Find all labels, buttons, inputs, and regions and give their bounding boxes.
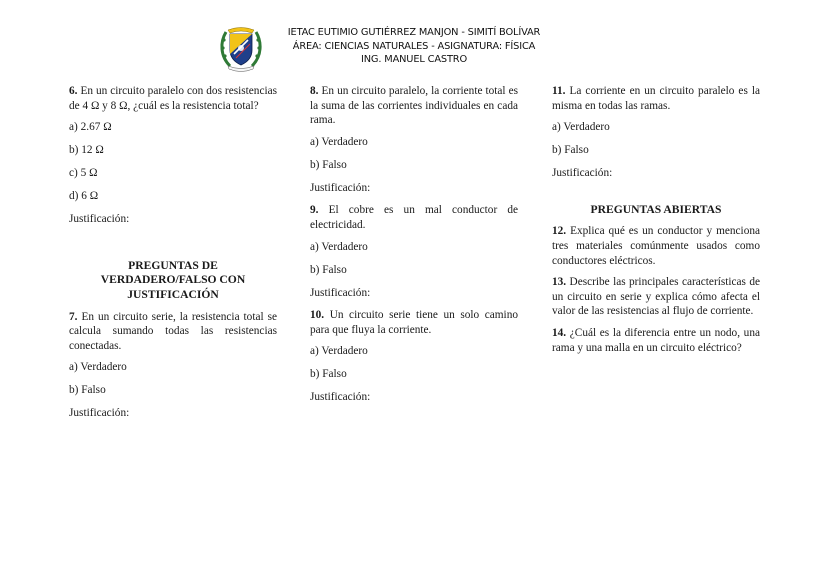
question-number: 14. <box>552 326 567 339</box>
section-title-open-questions: PREGUNTAS ABIERTAS <box>590 202 722 216</box>
question-12 <box>552 224 760 268</box>
section-title-line: PREGUNTAS DE <box>128 258 218 272</box>
header-text <box>280 26 548 67</box>
question-text: En un circuito paralelo, la corriente total es la suma de las corrientes individuales en cada rama. <box>310 85 518 127</box>
option-true: a) Verdadero <box>310 345 368 358</box>
option-false: b) Falso <box>310 263 347 276</box>
justification-label: Justificación: <box>69 213 130 226</box>
option-c: c) 5 Ω <box>69 167 98 180</box>
question-14 <box>552 326 760 355</box>
question-text: La corriente en un circuito paralelo es la misma en todas las ramas. <box>552 85 761 112</box>
question-13 <box>552 275 760 319</box>
option-b: b) 12 Ω <box>69 144 104 157</box>
column-2 <box>310 84 518 413</box>
section-title-true-false <box>69 259 277 303</box>
school-name: IETAC EUTIMIO GUTIÉRREZ MANJON - SIMITÍ BOLÍVAR <box>287 27 541 38</box>
question-text: El cobre es un mal conductor de electricidad. <box>310 204 518 231</box>
option-false: b) Falso <box>310 368 347 381</box>
justification-label: Justificación: <box>69 407 130 420</box>
section-title-line: VERDADERO/FALSO CON <box>100 273 246 287</box>
question-text: ¿Cuál es la diferencia entre un nodo, una rama y una malla en un circuito eléctrico? <box>552 326 760 354</box>
question-8 <box>310 84 518 128</box>
question-number: 7. <box>69 310 78 323</box>
question-text: En un circuito paralelo con dos resistencias de 4 Ω y 8 Ω, ¿cuál es la resistencia total? <box>69 85 278 112</box>
column-1 <box>69 84 277 429</box>
teacher-name: ING. MANUEL CASTRO <box>360 54 468 66</box>
question-10 <box>310 308 518 337</box>
justification-label: Justificación: <box>310 391 371 404</box>
question-text: Explica qué es un conductor y menciona tres materiales comúnmente usados como conductores eléctricos. <box>552 225 761 267</box>
option-true: a) Verdadero <box>310 135 368 148</box>
option-a: a) 2.67 Ω <box>69 121 112 134</box>
option-true: a) Verdadero <box>69 361 127 374</box>
question-11 <box>552 84 760 113</box>
question-number: 8. <box>310 85 319 97</box>
question-number: 12. <box>552 225 567 238</box>
option-false: b) Falso <box>310 158 347 171</box>
question-6 <box>69 84 277 113</box>
justification-label: Justificación: <box>310 286 371 299</box>
section-title-line: JUSTIFICACIÓN <box>127 287 219 301</box>
column-3 <box>552 84 760 362</box>
justification-label: Justificación: <box>310 181 371 194</box>
school-crest-logo <box>218 24 264 72</box>
option-false: b) Falso <box>69 384 106 397</box>
question-9 <box>310 203 518 232</box>
question-number: 13. <box>552 276 567 289</box>
question-text: En un circuito serie, la resistencia total se calcula sumando todas las resistencias conectadas. <box>69 310 277 352</box>
option-true: a) Verdadero <box>552 121 610 134</box>
question-7 <box>69 310 277 354</box>
question-number: 9. <box>310 204 319 217</box>
question-text: Describe las principales características de un circuito en serie y explica cómo afecta el valor de las resistencias al flujo de corriente. <box>552 276 761 318</box>
area-subject: ÁREA: CIENCIAS NATURALES - ASIGNATURA: FÍSICA <box>292 40 536 52</box>
option-d: d) 6 Ω <box>69 190 99 203</box>
option-false: b) Falso <box>552 144 589 157</box>
option-true: a) Verdadero <box>310 240 368 253</box>
question-text: Un circuito serie tiene un solo camino para que fluya la corriente. <box>310 309 518 336</box>
justification-label: Justificación: <box>552 167 613 180</box>
question-number: 6. <box>69 85 78 97</box>
question-number: 11. <box>552 85 566 97</box>
question-number: 10. <box>310 309 325 322</box>
